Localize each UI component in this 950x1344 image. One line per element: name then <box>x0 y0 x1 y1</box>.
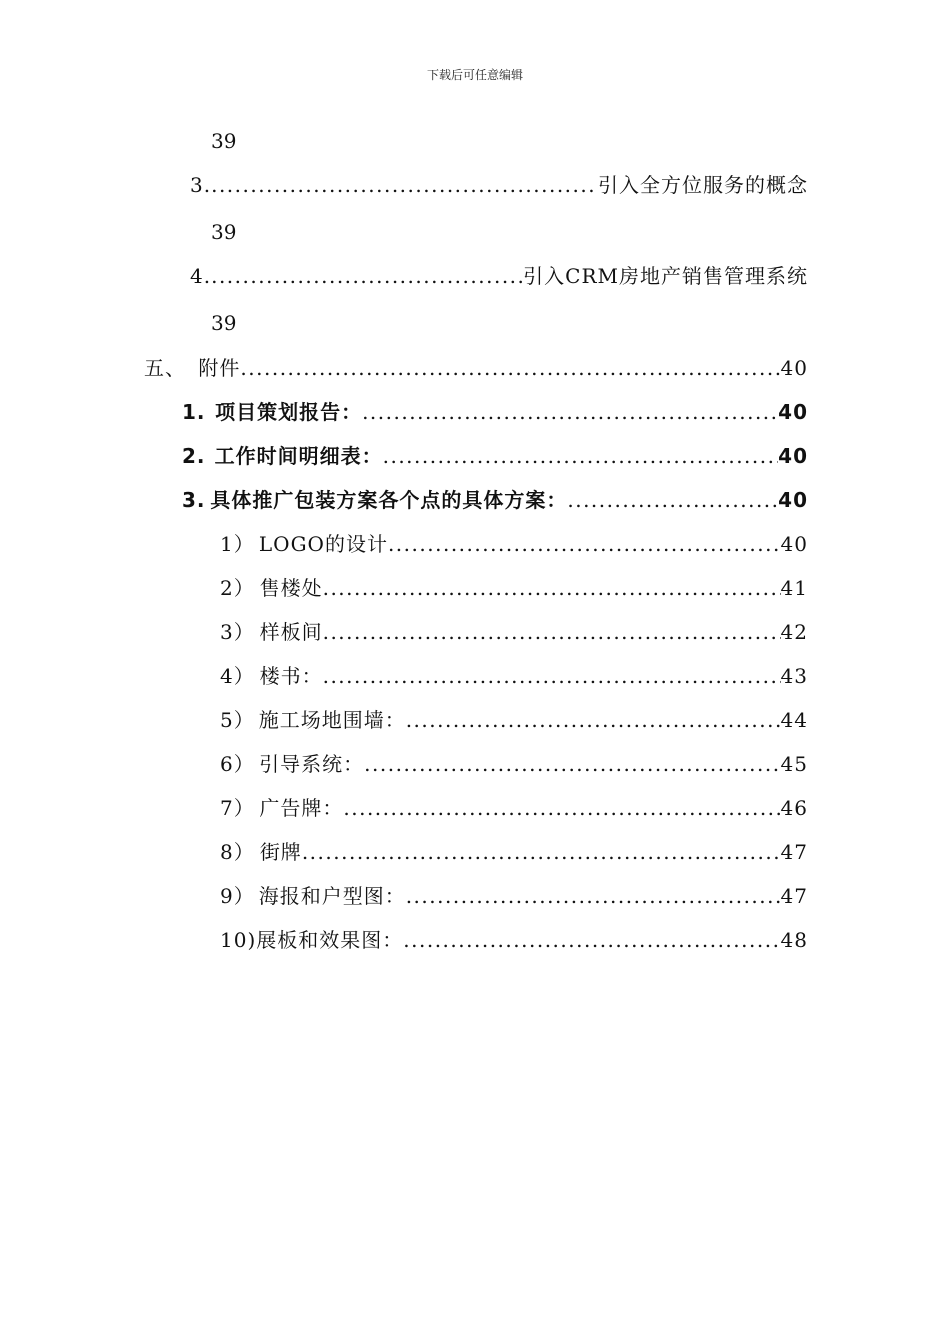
toc-entry[interactable] <box>182 441 808 471</box>
dot-leader <box>567 485 778 515</box>
toc-entry[interactable] <box>190 261 808 291</box>
page-header: 下载后可任意编辑 <box>426 68 523 82</box>
toc-entry-number: 6） <box>220 752 255 776</box>
toc-entry-page: 40 <box>778 488 808 512</box>
toc-entry-number: 1） <box>220 532 255 556</box>
toc-entry-page: 46 <box>780 796 808 820</box>
toc-entry-title: 样板间 <box>259 620 323 644</box>
toc-entry-number: 3. <box>190 173 212 197</box>
toc-entry-page: 47 <box>780 840 808 864</box>
toc-entry-number: 3. <box>182 488 206 512</box>
toc-entry-page: 42 <box>780 620 808 644</box>
toc-entry-page: 40 <box>778 444 808 468</box>
dot-leader <box>211 261 523 291</box>
toc-entry-title: 施工场地围墙： <box>258 708 406 732</box>
toc-entry-number: 9） <box>220 884 255 908</box>
toc-entry-page: 40 <box>778 400 808 424</box>
toc-entry[interactable] <box>144 353 808 383</box>
toc-entry-page: 44 <box>780 708 808 732</box>
toc-entry-number: 8） <box>220 840 255 864</box>
toc-entry-title: LOGO的设计 <box>258 532 388 556</box>
toc-entry[interactable] <box>220 617 808 647</box>
toc-entry-number: 2） <box>220 576 255 600</box>
toc-entry-number: 五、 <box>144 356 186 380</box>
toc-entry[interactable] <box>220 925 808 955</box>
toc-entry-number: 1. <box>182 400 206 424</box>
dot-leader <box>240 353 780 383</box>
toc-entry-title: 楼书： <box>259 664 323 688</box>
dot-leader <box>323 661 781 691</box>
toc-entry[interactable] <box>182 485 808 515</box>
toc-entry-number: 10) <box>220 928 257 952</box>
toc-entry-page: 47 <box>780 884 808 908</box>
toc-entry-number: 4. <box>190 264 212 288</box>
dot-leader <box>403 925 780 955</box>
dot-leader <box>383 441 779 471</box>
toc-entry-page: 45 <box>780 752 808 776</box>
dot-leader <box>406 881 781 911</box>
toc-entry-page: 41 <box>780 576 808 600</box>
toc-entry-title: 广告牌： <box>259 796 344 820</box>
toc-entry-title: 引入全方位服务的概念 <box>598 173 808 197</box>
toc-entry-page: 40 <box>780 532 808 556</box>
dot-leader <box>406 705 781 735</box>
dot-leader <box>388 529 781 559</box>
toc-entry-page: 40 <box>780 356 808 380</box>
toc-entry-number: 4） <box>220 664 255 688</box>
toc-entry-title: 具体推广包装方案各个点的具体方案： <box>210 488 568 512</box>
toc-entry[interactable] <box>220 529 808 559</box>
toc-entry[interactable] <box>220 705 808 735</box>
toc-entry-page: 43 <box>780 664 808 688</box>
toc-page-number: 39 <box>211 220 237 244</box>
toc-entry-title: 工作时间明细表： <box>214 444 383 468</box>
toc-entry-title: 附件 <box>198 356 241 380</box>
toc-entry[interactable] <box>220 793 808 823</box>
toc-entry[interactable] <box>190 170 808 200</box>
toc-entry-title: 街牌 <box>259 840 302 864</box>
toc-page-number: 39 <box>211 129 237 153</box>
dot-leader <box>302 837 781 867</box>
toc-entry-title: 项目策划报告： <box>215 400 363 424</box>
toc-entry-number: 3） <box>220 620 255 644</box>
toc-entry-number: 5） <box>220 708 255 732</box>
toc-page-number: 39 <box>211 311 237 335</box>
dot-leader <box>343 793 780 823</box>
toc-entry-title: 展板和效果图： <box>256 928 404 952</box>
toc-entry[interactable] <box>220 661 808 691</box>
toc-entry-number: 2. <box>182 444 206 468</box>
toc-entry-title: 引入CRM房地产销售管理系统 <box>523 264 808 288</box>
toc-entry-title: 引导系统： <box>259 752 365 776</box>
toc-entry-title: 海报和户型图： <box>258 884 406 908</box>
toc-entry[interactable] <box>182 397 808 427</box>
toc-entry[interactable] <box>220 749 808 779</box>
toc-entry[interactable] <box>220 573 808 603</box>
toc-entry[interactable] <box>220 881 808 911</box>
dot-leader <box>362 397 778 427</box>
dot-leader <box>323 617 781 647</box>
dot-leader <box>364 749 780 779</box>
dot-leader <box>323 573 781 603</box>
toc-entry-page: 48 <box>780 928 808 952</box>
toc-entry-number: 7） <box>220 796 255 820</box>
dot-leader <box>211 170 598 200</box>
toc-entry[interactable] <box>220 837 808 867</box>
toc-entry-title: 售楼处 <box>259 576 323 600</box>
